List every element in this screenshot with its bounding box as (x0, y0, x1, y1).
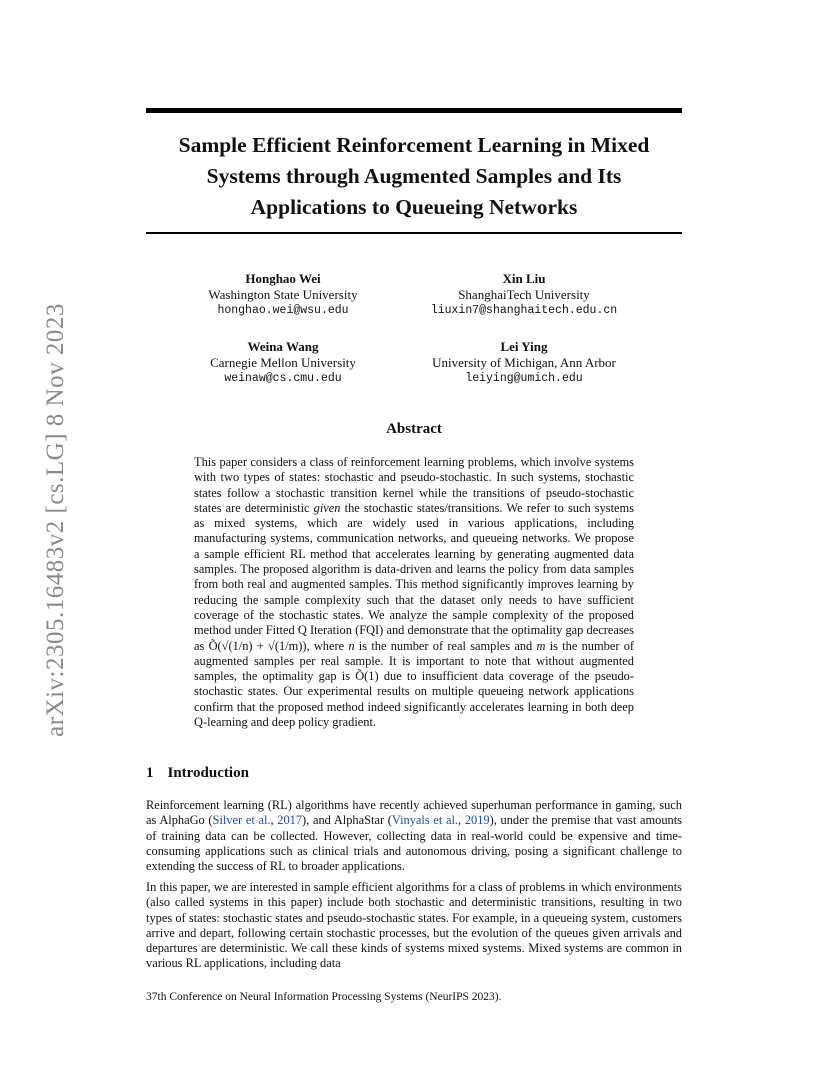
abstract-text: is the number of augmented samples per real sample. It is important to note that without augmented samples, the optimality gap is (194, 638, 635, 684)
author-name: Weina Wang (247, 339, 319, 354)
author-email[interactable]: weinaw@cs.cmu.edu (224, 372, 342, 385)
author-name: Lei Ying (500, 339, 548, 354)
abstract-heading: Abstract (386, 421, 442, 437)
citation-year-link[interactable]: 2019 (464, 813, 490, 828)
arxiv-identifier: arXiv:2305.16483v2 [cs.LG] 8 Nov 2023 (42, 303, 69, 737)
section-heading (146, 765, 249, 782)
author-affiliation: University of Michigan, Ann Arbor (432, 355, 616, 370)
author-name: Honghao Wei (245, 271, 321, 286)
abstract-emphasis: given (313, 500, 341, 515)
abstract-text: , where (306, 638, 349, 653)
intro-paragraph: In this paper, we are interested in sample efficient algorithms for a class of problems in which environments (also called systems in this paper) include both stochastic and deterministic transitions, resulting in two types of states: stochastic states and pseudo-stochastic states. For example, in a queueing system, customers arrive and depart, following certain stochastic processes, but the evolution of the queues given arrivals and departures are deterministic. We call these kinds of systems mixed systems. Mixed systems are common in various RL applications, including data (146, 880, 682, 971)
paragraph-text: Reinforcement learning (RL) algorithms have recently achieved superhuman performance in gaming, such as AlphaGo ( (146, 798, 682, 828)
author-email[interactable]: leiying@umich.edu (465, 372, 583, 385)
section-number: 1 (146, 765, 154, 781)
title-bottom-rule (146, 232, 682, 234)
math-variable: n (348, 638, 355, 653)
author-affiliation: Carnegie Mellon University (210, 355, 356, 370)
abstract-body (194, 455, 634, 730)
abstract-text: the stochastic states/transitions. We refer to such systems as mixed systems, which are widely used in various applications, including manufacturing systems, communication networks, and queueing networks. We propose a sample efficient RL method that accelerates learning by generating augmented data samples. The proposed algorithm is data-driven and learns the policy from data samples from both real and augmented samples. This method significantly improves learning by reducing the sample complexity such that the dataset only needs to have sufficient coverage of the stochastic states. We analyze the sample complexity of the proposed method under Fitted Q Iteration (FQI) and demonstrate that the optimality gap decreases as (194, 500, 635, 653)
author-affiliation: ShanghaiTech University (458, 287, 590, 302)
author-email[interactable]: liuxin7@shanghaitech.edu.cn (430, 304, 618, 317)
author-email[interactable]: honghao.wei@wsu.edu (217, 304, 349, 317)
constant-formula: Õ(1) (355, 669, 379, 684)
paragraph-text: ), under the premise that vast amounts of training data can be collected. However, collecting data in real-world could be expensive and time-consuming applications such as clinical trials and autonomous driving, posing a significant challenge to extending the success of RL to broader applications. (146, 813, 682, 874)
conference-footer: 37th Conference on Neural Information Processing Systems (NeurIPS 2023). (146, 991, 502, 1003)
title-line: Applications to Queueing Networks (250, 195, 578, 219)
math-variable: m (536, 638, 546, 653)
author-name: Xin Liu (502, 271, 546, 286)
paper-title (146, 130, 682, 223)
abstract-text: This paper considers a class of reinforcement learning problems, which involve systems with two types of states: stochastic and pseudo-stochastic. In such systems, stochastic states follow a stochastic transition kernel while the transitions of pseudo-stochastic states are deterministic (194, 455, 634, 515)
citation-link[interactable]: Vinyals et al. (391, 813, 459, 828)
author-block (153, 271, 413, 319)
abstract-text: is the number of real samples and (354, 638, 537, 653)
citation-year-link[interactable]: 2017 (277, 813, 303, 828)
rate-formula: Õ(√(1/n) + √(1/m)) (208, 638, 307, 653)
title-line: Sample Efficient Reinforcement Learning in Mixed (178, 133, 650, 157)
citation-link[interactable]: Silver et al. (212, 813, 271, 828)
author-block (394, 271, 654, 319)
abstract-text: due to insufficient data coverage of the pseudo-stochastic states. Our experimental results on multiple queueing network applications confirm that the proposed method indeed significantly accelerates learning in both deep Q-learning and deep policy gradient. (194, 669, 634, 730)
title-line: Systems through Augmented Samples and Its (206, 164, 622, 188)
section-title: Introduction (167, 765, 249, 781)
author-block (153, 339, 413, 387)
intro-paragraph: Reinforcement learning (RL) algorithms have recently achieved superhuman performance in gaming, such as AlphaGo (Silver et al., 2017), and AlphaStar (Vinyals et al., 2019), under the premise that vast amounts of training data can be collected. However, collecting data in real-world could be expensive and time-consuming applications such as clinical trials and autonomous driving, posing a significant challenge to extending the success of RL to broader applications. (146, 798, 682, 874)
title-top-rule (146, 108, 682, 113)
paragraph-text: ), and AlphaStar ( (302, 813, 392, 828)
author-affiliation: Washington State University (208, 287, 358, 302)
author-block (394, 339, 654, 387)
